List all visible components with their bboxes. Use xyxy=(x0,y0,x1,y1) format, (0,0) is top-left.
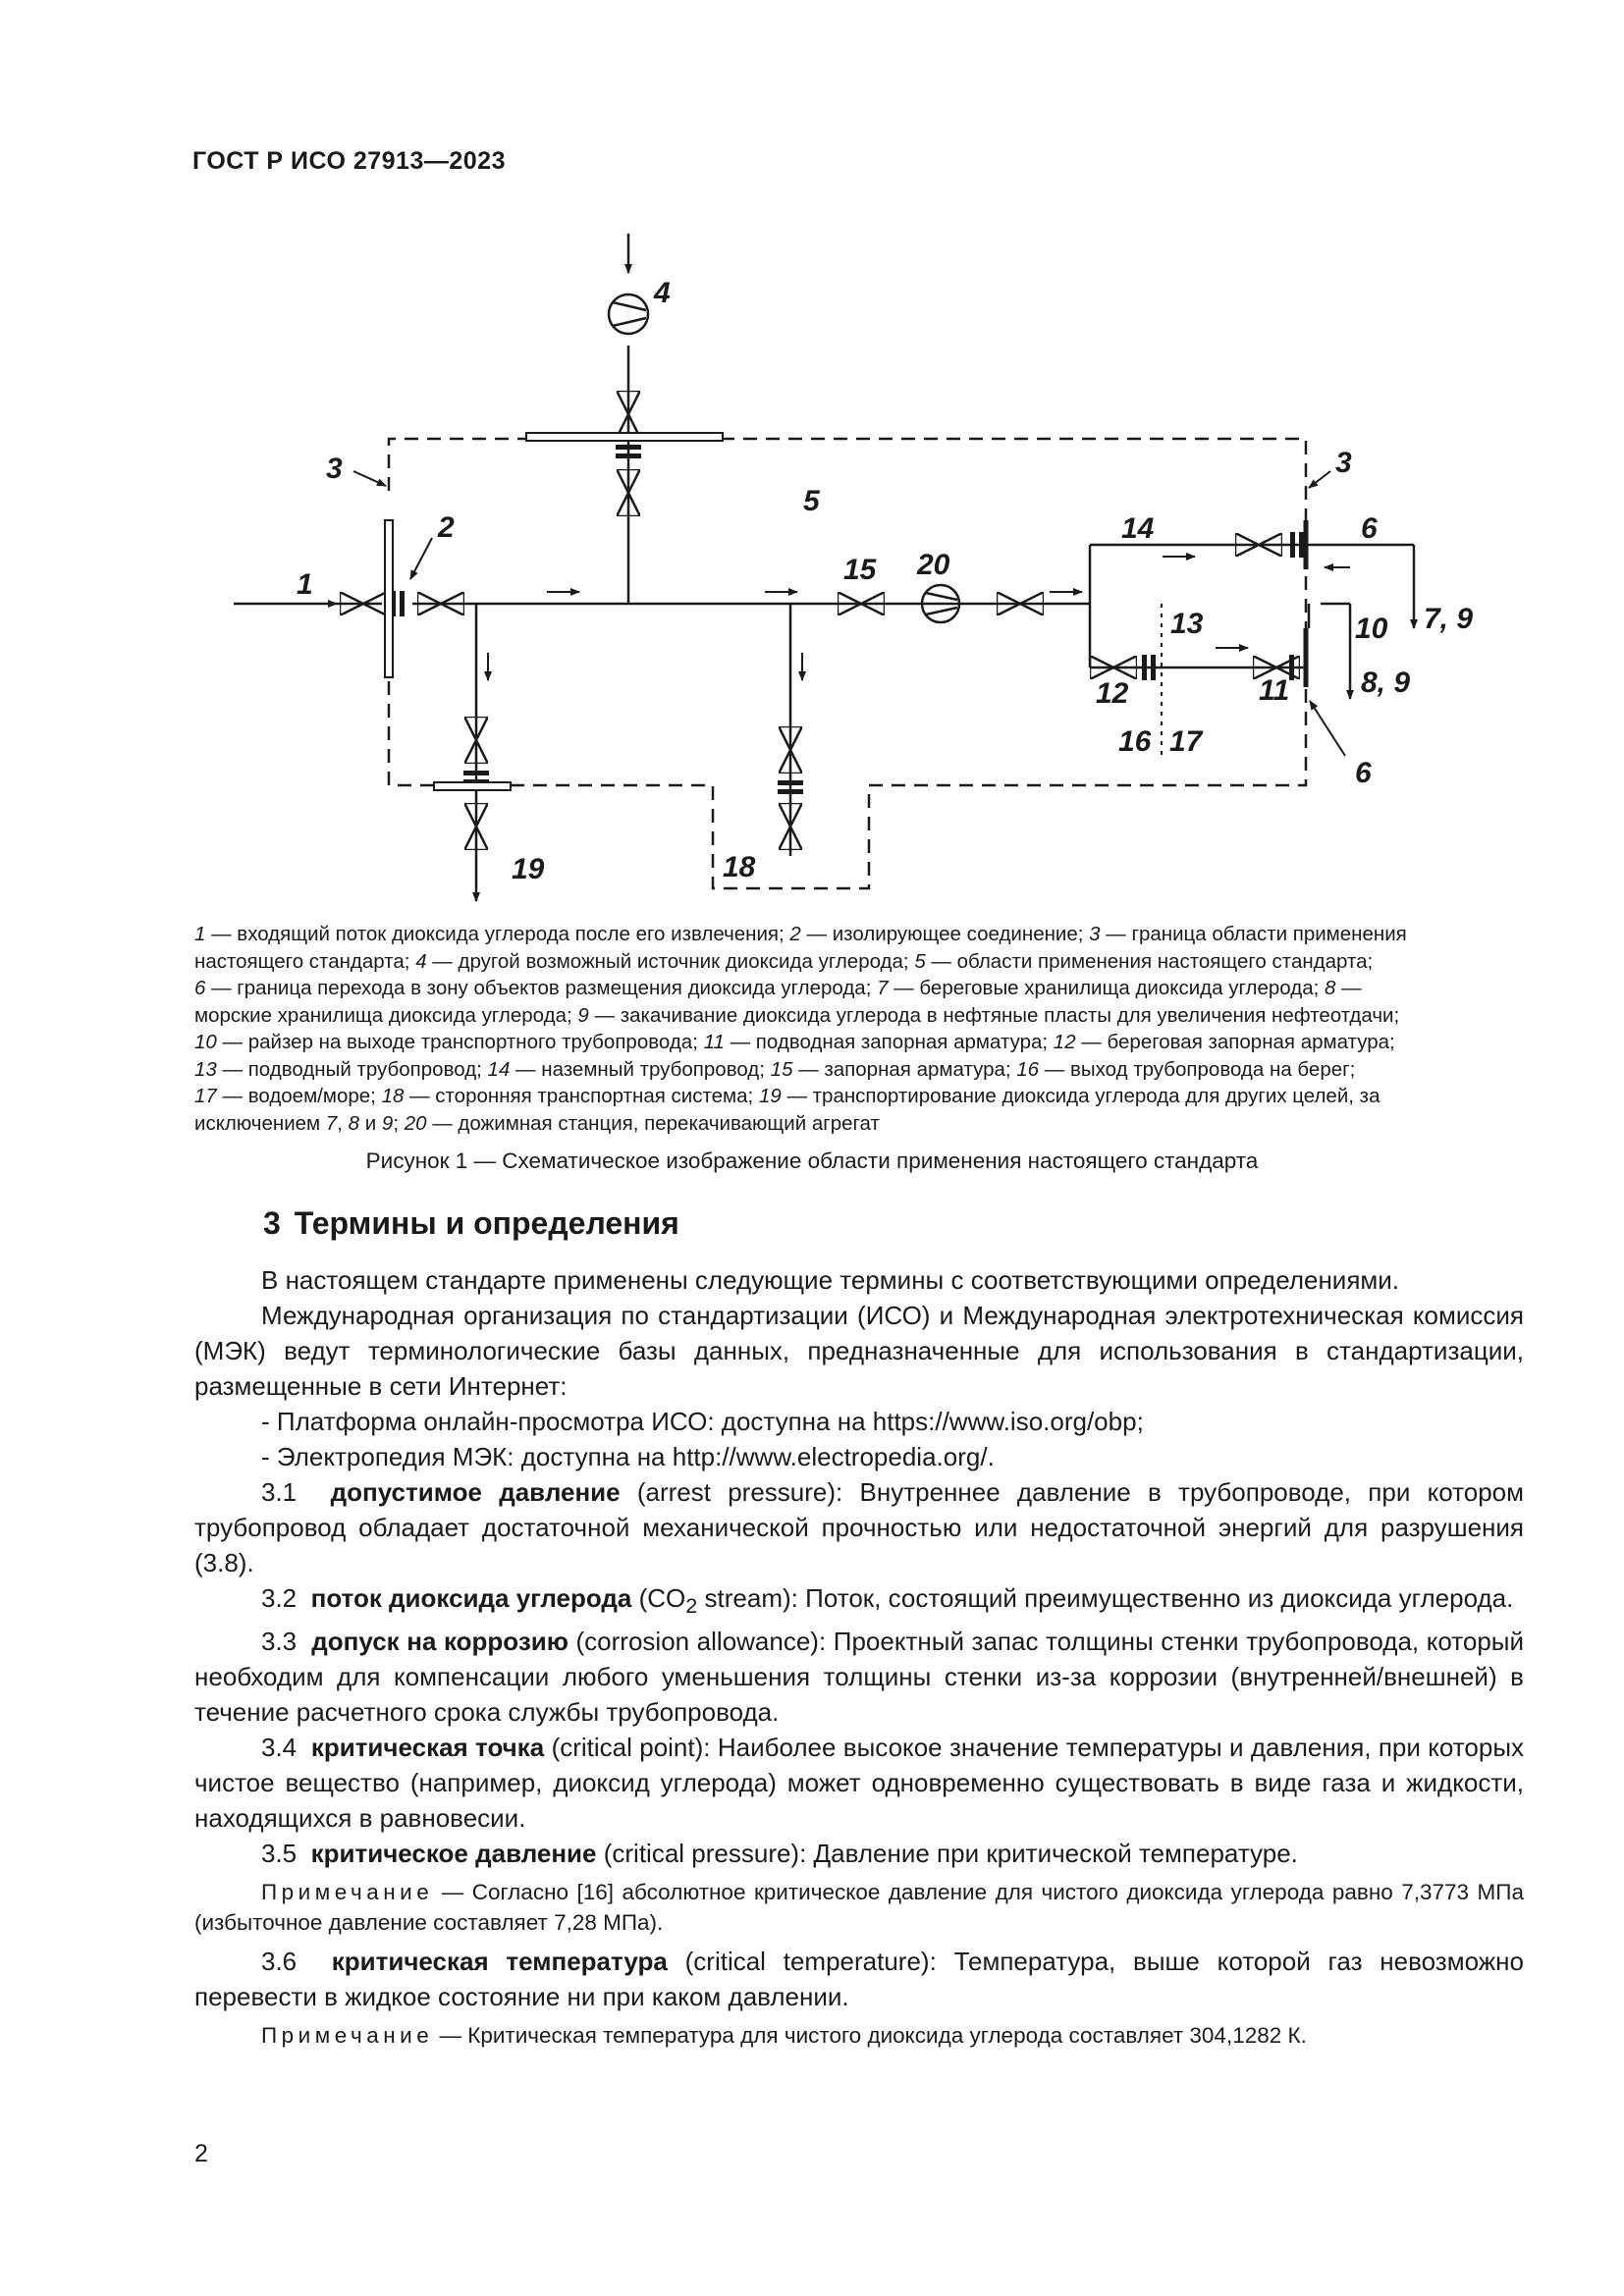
legend-number: 20 xyxy=(404,1111,427,1135)
note: Примечание — Критическая температура для чистого диоксида углерода составляет 304,1282 К. xyxy=(261,2023,1307,2049)
legend-number: 9 xyxy=(577,1003,589,1027)
scope-diagram xyxy=(0,0,1624,923)
pipeline-lines xyxy=(234,234,1414,901)
term-name: критическая точка xyxy=(310,1733,545,1763)
list-item: - Электропедия МЭК: доступна на http://www.electropedia.org/. xyxy=(261,1442,995,1471)
boundary-bars xyxy=(385,433,723,790)
label-15: 15 xyxy=(843,554,877,586)
label-4: 4 xyxy=(654,277,671,309)
legend-number: 7 xyxy=(325,1111,338,1135)
label-7-9: 7, 9 xyxy=(1424,603,1474,635)
legend-text: — входящий поток диоксида углерода после его извлечения; xyxy=(205,923,790,945)
compressor-icons xyxy=(609,294,959,622)
legend-text: и xyxy=(359,1111,382,1135)
document-header: ГОСТ Р ИСО 27913—2023 xyxy=(192,147,506,175)
label-16: 16 xyxy=(1118,725,1152,758)
legend-text: — xyxy=(1335,977,1362,999)
legend-text: — райзер на выходе транспортного трубопровода; xyxy=(216,1031,704,1053)
legend-number: 2 xyxy=(789,923,801,945)
note: Примечание — Согласно [16] абсолютное критическое давление для чистого диоксида углерода равно 7,3773 МПа (избыточное давление составляет 7,28 МПа). xyxy=(194,1880,1524,1936)
legend-line xyxy=(194,975,1524,1002)
legend-number: 1 xyxy=(194,923,206,945)
legend-line xyxy=(194,1110,1524,1138)
term-3-3: 3.3 допуск на коррозию (corrosion allowance): Проектный запас толщины стенки трубопровода, который необходим для компенсации любого уменьшения толщины стенки из-за коррозии (внутренней/внешней) в течение расчетного срока службы трубопровода. xyxy=(194,1627,1524,1728)
label-8-9: 8, 9 xyxy=(1361,667,1411,699)
legend-text: — запорная арматура; xyxy=(792,1057,1017,1081)
label-3-left: 3 xyxy=(326,453,343,485)
legend-number: 17 xyxy=(194,1085,217,1107)
legend-text: — граница перехода в зону объектов размещения диоксида углерода; xyxy=(205,977,878,999)
legend-number: 11 xyxy=(703,1031,725,1053)
term-name: критическое давление xyxy=(310,1839,597,1869)
term-name: допуск на коррозию xyxy=(311,1627,568,1657)
legend-line xyxy=(194,1056,1524,1084)
legend-number: 8 xyxy=(348,1111,360,1135)
page-number: 2 xyxy=(194,2140,208,2167)
legend-text: — закачивание диоксида углерода в нефтяные пласты для увеличения нефтеотдачи; xyxy=(588,1003,1400,1027)
legend-text: — транспортирование диоксида углерода для других целей, за xyxy=(781,1085,1380,1107)
figure-legend xyxy=(194,921,1524,1137)
label-20: 20 xyxy=(917,549,950,581)
legend-text: — подводный трубопровод; xyxy=(216,1057,488,1081)
legend-number: 14 xyxy=(487,1057,511,1081)
paragraph: Международная организация по стандартизации (ИСО) и Международная электротехническая комиссия (МЭК) ведут терминологические базы данных, предназначенные для использования в стандартизации, размещенные в сети Интернет: xyxy=(194,1301,1524,1401)
legend-number: 6 xyxy=(194,977,206,999)
term-name: критическая температура xyxy=(331,1947,668,1977)
legend-text: морские хранилища диоксида углерода; xyxy=(194,1003,578,1027)
legend-number: 4 xyxy=(415,949,427,973)
legend-number: 19 xyxy=(758,1085,782,1107)
term-name: допустимое давление xyxy=(330,1477,621,1507)
label-1: 1 xyxy=(297,568,313,601)
section-title: Термины и определения xyxy=(294,1205,679,1241)
label-18: 18 xyxy=(723,851,756,883)
legend-text: — выход трубопровода на берег; xyxy=(1039,1057,1356,1081)
label-17: 17 xyxy=(1169,725,1203,758)
legend-text: , xyxy=(337,1111,349,1135)
legend-text: — береговые хранилища диоксида углерода; xyxy=(888,977,1325,999)
label-14: 14 xyxy=(1121,512,1155,545)
label-10: 10 xyxy=(1355,613,1388,645)
term-3-4: 3.4 критическая точка (critical point): Наиболее высокое значение температуры и давления, при которых чистое вещество (например, диоксид углерода) может одновременно существовать в виде газа и жидкости, находящихся в равновесии. xyxy=(194,1733,1525,1834)
legend-text: — наземный трубопровод; xyxy=(510,1057,771,1081)
term-3-1: 3.1 допустимое давление (arrest pressure): Внутреннее давление в трубопроводе, при котором трубопровод обладает достаточной механической прочностью или недостаточной энергий для разрушения (3.8). xyxy=(194,1477,1525,1577)
term-3-6: 3.6 критическая температура (critical temperature): Температура, выше которой газ невозможно перевести в жидкое состояние ни при каком давлении. xyxy=(194,1947,1524,2012)
legend-text: — сторонняя транспортная система; xyxy=(404,1085,759,1107)
label-6-bottom: 6 xyxy=(1355,757,1372,789)
section-body xyxy=(194,1262,1524,2056)
section-heading xyxy=(263,1205,679,1242)
legend-line xyxy=(194,921,1524,948)
label-2: 2 xyxy=(438,511,455,544)
legend-number: 7 xyxy=(877,977,889,999)
legend-text: ; xyxy=(393,1111,405,1135)
label-12: 12 xyxy=(1096,677,1129,710)
legend-line xyxy=(194,1029,1524,1056)
label-11: 11 xyxy=(1259,674,1290,707)
legend-text: — водоем/море; xyxy=(216,1085,382,1107)
legend-text: — подводная запорная арматура; xyxy=(724,1031,1054,1053)
legend-text: настоящего стандарта; xyxy=(194,949,416,973)
label-6-top: 6 xyxy=(1361,512,1378,545)
legend-text: — другой возможный источник диоксида углерода; xyxy=(426,949,915,973)
term-3-5: 3.5 критическое давление (critical pressure): Давление при критической температуре. xyxy=(261,1839,1298,1869)
term-3-2: 3.2 поток диоксида углерода ($CO_2$ stream): Поток, состоящий преимущественно из диоксида углерода. xyxy=(261,1583,1514,1619)
legend-text: — области применения настоящего стандарта; xyxy=(925,949,1374,973)
list-item: - Платформа онлайн-просмотра ИСО: доступна на https://www.iso.org/obp; xyxy=(261,1407,1144,1436)
legend-text: — изолирующее соединение; xyxy=(800,923,1090,945)
legend-line xyxy=(194,1002,1524,1030)
legend-number: 10 xyxy=(194,1031,217,1053)
legend-number: 18 xyxy=(381,1085,405,1107)
legend-number: 13 xyxy=(194,1057,217,1081)
legend-text: — береговая запорная арматура; xyxy=(1075,1031,1395,1053)
label-13: 13 xyxy=(1170,608,1204,640)
figure-caption: Рисунок 1 — Схематическое изображение области применения настоящего стандарта xyxy=(365,1148,1259,1173)
legend-number: 3 xyxy=(1089,923,1101,945)
paragraph: В настоящем стандарте применены следующие термины с соответствующими определениями. xyxy=(261,1265,1400,1295)
legend-number: 8 xyxy=(1325,977,1336,999)
scope-boundary-dashed xyxy=(389,439,1306,888)
legend-number: 16 xyxy=(1016,1057,1040,1081)
legend-line xyxy=(194,1083,1524,1110)
label-5: 5 xyxy=(803,485,820,517)
legend-number: 9 xyxy=(381,1111,394,1135)
label-3-right: 3 xyxy=(1335,447,1352,479)
legend-number: 15 xyxy=(770,1057,793,1081)
legend-line xyxy=(194,948,1524,976)
insulating-joints xyxy=(391,445,1304,794)
section-number: 3 xyxy=(263,1205,281,1241)
legend-text: — дожимная станция, перекачивающий агрегат xyxy=(426,1111,880,1135)
legend-text: исключением xyxy=(194,1111,326,1135)
legend-number: 12 xyxy=(1053,1031,1076,1053)
term-name: поток диоксида углерода xyxy=(310,1583,632,1613)
legend-number: 5 xyxy=(914,949,926,973)
label-19: 19 xyxy=(512,853,545,885)
legend-text: — граница области применения xyxy=(1100,923,1407,945)
